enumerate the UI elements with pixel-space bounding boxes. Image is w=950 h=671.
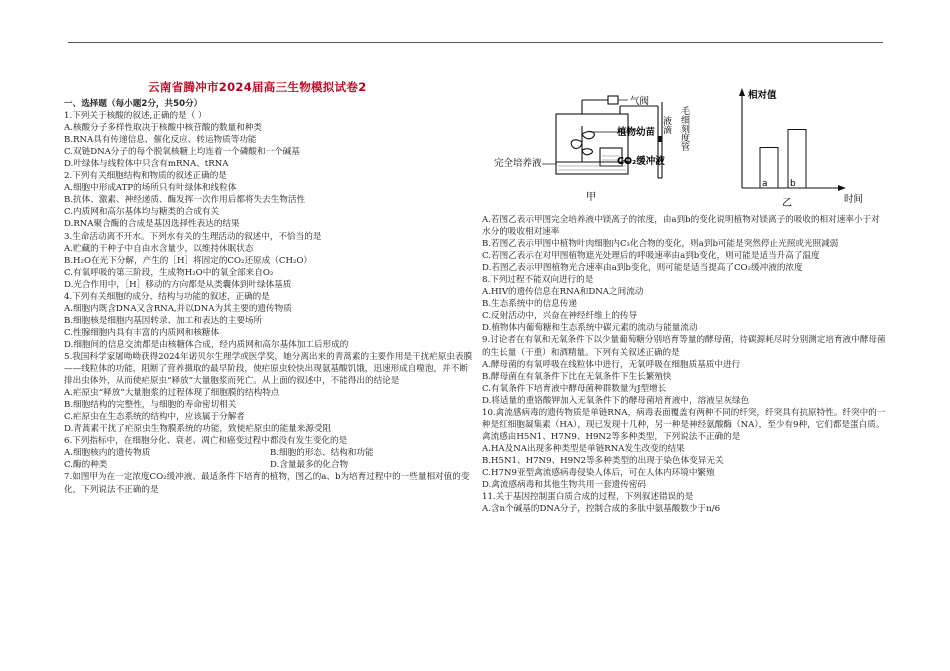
right-column bbox=[482, 214, 887, 515]
question-lines-1 bbox=[64, 110, 476, 351]
text-line: C.双链DNA分子的每个脱氧核糖上均连着一个磷酸和一个碱基 bbox=[64, 147, 300, 158]
text-line: D.叶绿体与线粒体中只含有mRNA、tRNA bbox=[64, 159, 229, 170]
text-line: A.酵母菌的有氧呼吸在线粒体中进行，无氧呼吸在细胞质基质中进行 bbox=[482, 359, 741, 370]
text-line: B.生态系统中的信息传递 bbox=[482, 299, 577, 310]
y-axis-arrow bbox=[739, 88, 745, 96]
figure-jia bbox=[490, 92, 705, 204]
tick-label-a: a bbox=[762, 179, 768, 189]
text-line: C.反射活动中，兴奋在神经纤维上的传导 bbox=[482, 311, 638, 322]
exam-title: 云南省腾冲市2024届高三生物模拟试卷2 bbox=[148, 80, 367, 94]
text-line: C.有氧呼吸的第三阶段，生成物H₂O中的氧全部来自O₂ bbox=[64, 267, 274, 278]
caption-yi: 乙 bbox=[782, 198, 792, 209]
top-rule bbox=[68, 42, 883, 43]
text-line: A.若图乙表示甲图完全培养液中镁离子的浓度，由a到b的变化说明植物对镁离子的吸收的相对速率小于对水分的吸收相对速率 bbox=[482, 215, 880, 238]
text-line: B.抗体、激素、神经递质、酶发挥一次作用后都将失去生物活性 bbox=[64, 195, 306, 206]
text-line: A.贮藏的干种子中自由水含量少，以维持休眠状态 bbox=[64, 243, 254, 254]
text-line: D.植物体内葡萄糖和生态系统中碳元素的流动与能量流动 bbox=[482, 323, 698, 334]
text-line: 3.生命活动离不开水。下列水有关的生理活动的叙述中，不恰当的是 bbox=[64, 231, 322, 242]
text-line: 6.下列指标中，在细胞分化、衰老、凋亡和癌变过程中都没有发生变化的是 bbox=[64, 436, 348, 447]
text-line: A.细胞中形成ATP的场所只有叶绿体和线粒体 bbox=[64, 183, 237, 194]
q6-options-row-2 bbox=[64, 459, 476, 471]
text-line: C.H7N9亚型禽流感病毒侵染人体后，可在人体内环境中繁殖 bbox=[482, 467, 715, 478]
x-axis-arrow bbox=[838, 185, 846, 191]
q6-option-d: D.含量最多的化合物 bbox=[270, 460, 349, 471]
caption-jia: 甲 bbox=[586, 192, 596, 203]
figure-yi bbox=[728, 84, 888, 210]
text-line: D.将适量的重铬酸钾加入无氧条件下的酵母菌培育液中，溶液呈灰绿色 bbox=[482, 395, 750, 406]
text-line: B.H5N1、H7N9、H9N2等多种类型的出现于染色体变异无关 bbox=[482, 455, 724, 466]
q6-option-a: A.细胞核内的遗传物质 bbox=[64, 448, 151, 459]
liquid-drop bbox=[658, 136, 662, 142]
label-tube: 毛细刻度管 bbox=[679, 106, 689, 151]
text-line: B.RNA具有传递信息、催化反应、转运物质等功能 bbox=[64, 135, 257, 146]
q6-options-row-1 bbox=[64, 447, 476, 459]
text-line: C.性腺细胞内具有丰富的内质网和核糖体 bbox=[64, 327, 220, 338]
text-line: A.疟原虫“释放”大量胞浆的过程体现了细胞膜的结构特点 bbox=[64, 388, 280, 399]
label-valve: 气阀 bbox=[630, 96, 650, 107]
text-line: 10.禽流感病毒的遗传物质是单链RNA，病毒表面覆盖有两种不同的纤突，纤突具有抗原特性。纤突中的一种是红细胞凝集素（HA），现已发现十几种，另一种是神经氨酸酶（NA），至少有9种，它们都是蛋白质。禽流感由H5N1、H7N9、H9N2等多种类型，下列说法不正确的是 bbox=[482, 407, 886, 442]
section-heading: 一、选择题（每小题2分，共50分） bbox=[64, 99, 203, 109]
text-line: 11.关于基因控制蛋白质合成的过程，下列叙述错误的是 bbox=[482, 492, 694, 503]
label-drop: 液滴 bbox=[661, 116, 671, 134]
text-line: A.含n个碱基的DNA分子，控制合成的多肽中氨基酸数少于n/6 bbox=[482, 504, 721, 515]
question-5-stem: 5.我国科学家屠呦呦获得2024年诺贝尔生理学或医学奖，她分离出来的青蒿素的主要作用是干扰疟原虫表膜——线粒体的功能，阻断了营养摄取的最早阶段，使疟原虫较快出现氨基酸饥饿，迅速形成自噬泡，并不断排出虫体外，从而使疟原虫“释放”大量胞浆而死亡。从上面的叙述中，不能得出的结论是 bbox=[64, 351, 473, 387]
label-medium: 完全培养液 bbox=[494, 158, 542, 169]
question-lines-3 bbox=[482, 214, 887, 515]
text-line: 4.下列有关细胞的成分、结构与功能的叙述，正确的是 bbox=[64, 291, 270, 302]
question-7-stem: 7.如图甲为在一定浓度CO₂缓冲液、最适条件下培育的植物，图乙的a、b为培育过程中的一些量相对值的变化，下列说法不正确的是 bbox=[64, 472, 470, 495]
text-line: 8.下列过程不能双向进行的是 bbox=[482, 275, 594, 286]
text-line: D.细胞间的信息交流都是由核糖体合成，经内质网和高尔基体加工后形成的 bbox=[64, 339, 349, 350]
text-line: B.若图乙表示甲图中植物叶肉细胞内C₃化合物的变化，则a到b可能是突然停止光照或光照减弱 bbox=[482, 239, 839, 250]
text-line: A.HIV的遗传信息在RNA和DNA之间流动 bbox=[482, 287, 644, 298]
y-axis-label: 相对值 bbox=[748, 90, 777, 101]
text-line: B.酵母菌在有氧条件下比在无氧条件下生长繁殖快 bbox=[482, 371, 672, 382]
text-line: C.内质网和高尔基体均与糖类的合成有关 bbox=[64, 207, 220, 218]
text-line: A.HA及NA出现多种类型是单链RNA发生改变的结果 bbox=[482, 443, 685, 454]
text-line: D.若图乙表示甲图植物光合速率由a到b变化，则可能是适当提高了CO₂缓冲液的浓度 bbox=[482, 263, 803, 274]
x-axis-label: 时间 bbox=[844, 194, 864, 205]
question-lines-2 bbox=[64, 387, 476, 447]
text-line: A.核酸分子多样性取决于核酸中核苷酸的数量和种类 bbox=[64, 123, 263, 134]
text-line: 2.下列有关细胞结构和物质的叙述正确的是 bbox=[64, 171, 227, 182]
text-line: D.青蒿素干扰了疟原虫生物膜系统的功能，致使疟原虫的能量来源受阻 bbox=[64, 424, 332, 435]
text-line: 9.讨论者在有氧和无氧条件下以少量葡萄糖分别培育等量的酵母菌，待碳源耗尽时分别测定培育液中酵母菌的生长量（干重）和酒精量。下列有关叙述正确的是 bbox=[482, 335, 886, 358]
text-line: C.疟原虫在生态系统的结构中，应该属于分解者 bbox=[64, 412, 245, 423]
text-line: D.光合作用中，［H］移动的方向都是从类囊体到叶绿体基质 bbox=[64, 279, 292, 290]
text-line: B.H₂O在光下分解，产生的［H］将固定的CO₂还原成（CH₂O） bbox=[64, 255, 313, 266]
text-line: 1.下列关于核酸的叙述,正确的是（ ） bbox=[64, 111, 207, 122]
text-line: C.有氧条件下培育液中酵母菌种群数量为J型增长 bbox=[482, 383, 667, 394]
label-buffer: CO₂缓冲液 bbox=[617, 156, 665, 167]
text-line: D.禽流感病毒和其他生物共用一套遗传密码 bbox=[482, 480, 647, 491]
text-line: C.若图乙表示在对甲图植物遮光处理后的呼吸速率由a到b变化，则可能是适当升高了温度 bbox=[482, 251, 820, 262]
left-column bbox=[64, 80, 476, 496]
q6-option-b: B.细胞的形态、结构和功能 bbox=[270, 448, 374, 459]
label-plant: 植物幼苗 bbox=[617, 127, 656, 138]
text-line: B.细胞结构的完整性，与细胞的寿命密切相关 bbox=[64, 400, 237, 411]
text-line: D.RNA聚合酶的合成是基因选择性表达的结果 bbox=[64, 219, 240, 230]
text-line: B.细胞核是细胞内基因转录、加工和表达的主要场所 bbox=[64, 315, 263, 326]
text-line: A.细胞内既含DNA又含RNA,并以DNA为其主要的遗传物质 bbox=[64, 303, 292, 314]
q6-option-c: C.酶的种类 bbox=[64, 460, 108, 471]
tick-label-b: b bbox=[790, 179, 796, 189]
